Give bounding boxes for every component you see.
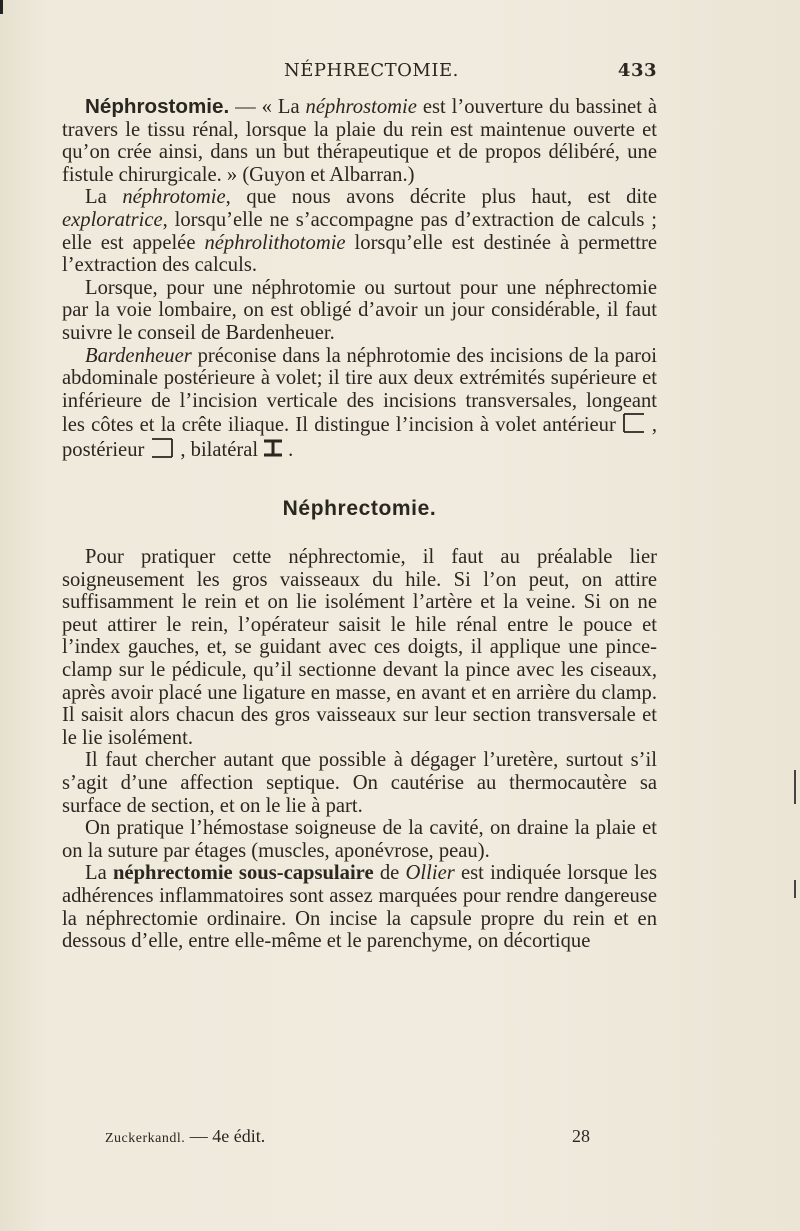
author-name: Bardenheuer [85,344,192,367]
margin-mark [794,880,796,898]
term: exploratrice [62,208,163,231]
paragraph-uretere: Il faut chercher autant que possible à dégager l’uretère, surtout s’il s’agit d’une affection septique. On cautérise au thermocautère sa surface de section, et on le lie à part. [62,749,657,817]
paragraph-bardenheuer-advice: Lorsque, pour une néphrotomie ou surtout pour une néphrectomie par la voie lombaire, on est obligé d’avoir un jour considérable, il faut suivre le conseil de Bardenheuer. [62,276,657,344]
running-header [62,60,657,86]
paragraph-nephrotomie: La néphrotomie, que nous avons décrite plus haut, est dite exploratrice, lorsqu’elle ne s’accompagne pas d’extraction de calculs ; elle est appelée néphrolithotomie lorsqu’elle est destinée à permettre l’extraction des calculs. [62,186,657,277]
running-title: NÉPHRECTOMIE. [284,60,459,81]
section-lead: Néphrostomie. [85,95,230,118]
footer-author: Zuckerkandl. — 4e édit. [105,1126,266,1146]
term: néphrotomie [122,186,226,209]
binding-mark [0,0,3,14]
posterior-flap-symbol [148,437,176,459]
signature-mark: 28 [572,1126,590,1146]
page-body [62,96,657,953]
term: néphrolithotomie [204,231,346,254]
paragraph-bardenheuer-incisions: Bardenheuer préconise dans la néphrotomie des incisions de la paroi abdominale postérieure à volet; il tire aux deux extrémités supérieure et inférieure de l’incision verticale des incisions transversales, longeant les côtes et la crête iliaque. Il distingue l’incision à volet antérieur , postérieur , bilatéral . [62,344,657,461]
anterior-flap-symbol [620,412,648,434]
bilateral-flap-symbol [262,437,284,459]
page-number: 433 [617,60,657,81]
term-bold: néphrectomie sous-capsulaire [112,862,374,885]
paragraph-procedure: Pour pratiquer cette néphrectomie, il faut au préalable lier soigneusement les gros vaisseaux du hile. Si l’on peut, on attire suffisamment le rein et on lie isolément l’artère et la veine. Si on ne peut attirer le rein, l’opérateur saisit le hile rénal entre le pouce et l’index gauches, et, se guidant avec ces doigts, il applique une pince-clamp sur le pédicule, qu’il sectionne devant la pince avec les ciseaux, après avoir placé une ligature en masse, en avant et en arrière du clamp. Il saisit alors chacun des gros vaisseaux sur leur section transversale et le lie isolément. [62,546,657,749]
author-name: Ollier [405,862,455,885]
term: néphrostomie [305,96,417,118]
section-heading: Néphrectomie. [282,496,437,520]
margin-mark [794,770,796,804]
paragraph-sous-capsulaire: La néphrectomie sous-capsulaire de Ollier est indiquée lorsque les adhérences inflammatoires sont assez marquées pour rendre dangereuse la néphrectomie ordinaire. On incise la capsule propre du rein et en dessous d’elle, entre elle-même et le parenchyme, on décortique [62,862,658,953]
paragraph-nephrostomie: Néphrostomie. — « La néphrostomie est l’ouverture du bassinet à travers le tissu rénal, lorsque la plaie du rein est maintenue ouverte et qu’on crée ainsi, dans un but thérapeutique et de propos délibéré, une fistule chirurgicale. » (Guyon et Albarran.) [62,95,657,186]
paragraph-hemostase: On pratique l’hémostase soigneuse de la cavité, on draine la plaie et on la suture par étages (muscles, aponévrose, peau). [62,817,657,862]
page-footer [105,1126,590,1150]
